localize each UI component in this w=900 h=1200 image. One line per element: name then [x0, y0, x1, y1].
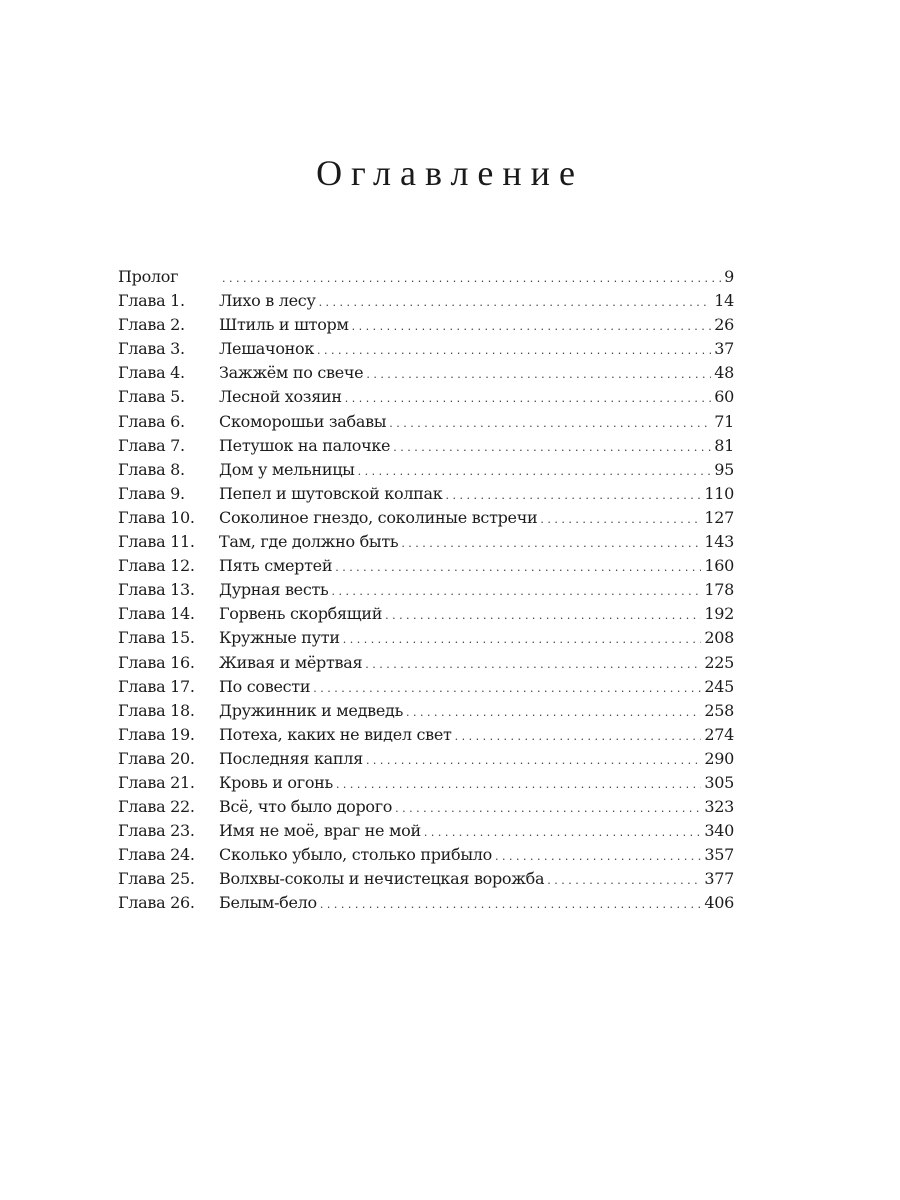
chapter-label: Глава 2.: [118, 315, 185, 335]
toc-entry[interactable]: [118, 747, 734, 771]
chapter-label: Глава 18.: [118, 700, 195, 720]
chapter-title: Белым-бело: [219, 893, 317, 913]
toc-entry[interactable]: [118, 699, 734, 723]
dot-leader: [335, 556, 701, 580]
toc-entry[interactable]: [118, 771, 734, 795]
toc-entry[interactable]: [118, 554, 734, 578]
page-number: 160: [704, 556, 734, 576]
page-number: 48: [714, 363, 734, 383]
page-number: 305: [704, 772, 734, 792]
chapter-label: Глава 1.: [118, 291, 185, 311]
page-number: 406: [704, 893, 734, 913]
toc-entry[interactable]: [118, 313, 734, 337]
dot-leader: [336, 773, 701, 797]
chapter-title: Кружные пути: [219, 628, 340, 648]
dot-leader: [222, 267, 721, 291]
chapter-title: Сколько убыло, столько прибыло: [219, 845, 492, 865]
chapter-label: Глава 16.: [118, 652, 195, 672]
chapter-label: Глава 10.: [118, 507, 195, 527]
chapter-title: Кровь и огонь: [219, 772, 333, 792]
dot-leader: [313, 677, 701, 701]
dot-leader: [389, 412, 711, 436]
page-number: 192: [704, 604, 734, 624]
dot-leader: [317, 339, 711, 363]
chapter-title: Пепел и шутовской колпак: [219, 483, 443, 503]
dot-leader: [366, 749, 701, 773]
page-number: 95: [714, 459, 734, 479]
chapter-title: Всё, что было дорого: [219, 797, 393, 817]
page-number: 9: [724, 267, 734, 286]
page-number: 81: [714, 435, 734, 455]
toc-entry[interactable]: [118, 723, 734, 747]
page-number: 178: [704, 580, 734, 600]
dot-leader: [319, 291, 712, 315]
chapter-title: Штиль и шторм: [219, 315, 349, 335]
page-number: 245: [704, 676, 734, 696]
toc-entry[interactable]: [118, 626, 734, 650]
toc-entry[interactable]: [118, 602, 734, 626]
chapter-label: Глава 15.: [118, 628, 195, 648]
chapter-label: Глава 24.: [118, 845, 195, 865]
dot-leader: [343, 628, 702, 652]
dot-leader: [352, 315, 712, 339]
dot-leader: [401, 532, 701, 556]
chapter-title: Дом у мельницы: [219, 459, 355, 479]
page-number: 323: [704, 797, 734, 817]
dot-leader: [406, 701, 701, 725]
page-number: 377: [704, 869, 734, 889]
chapter-title: По совести: [219, 676, 311, 696]
chapter-label: Глава 20.: [118, 748, 195, 768]
toc-entry[interactable]: [118, 506, 734, 530]
chapter-title: Лешачонок: [219, 339, 315, 359]
page-number: 14: [714, 291, 734, 311]
dot-leader: [358, 460, 712, 484]
chapter-title: Там, где должно быть: [219, 532, 399, 552]
chapter-title: Горвень скорбящий: [219, 604, 383, 624]
chapter-title: Лихо в лесу: [219, 291, 316, 311]
chapter-label: Глава 21.: [118, 772, 195, 792]
chapter-label: Глава 3.: [118, 339, 185, 359]
dot-leader: [495, 845, 701, 869]
dot-leader: [445, 484, 701, 508]
dot-leader: [424, 821, 702, 845]
toc-entry[interactable]: [118, 337, 734, 361]
toc-entry[interactable]: [118, 265, 734, 289]
dot-leader: [366, 363, 711, 387]
page-number: 71: [714, 411, 734, 431]
chapter-label: Глава 4.: [118, 363, 185, 383]
page-number: 357: [704, 845, 734, 865]
chapter-label: Глава 9.: [118, 483, 185, 503]
toc-entry[interactable]: [118, 675, 734, 699]
chapter-label: Глава 8.: [118, 459, 185, 479]
toc-entry[interactable]: [118, 482, 734, 506]
toc-entry[interactable]: [118, 458, 734, 482]
chapter-title: Пять смертей: [219, 556, 333, 576]
dot-leader: [365, 653, 701, 677]
toc-entry[interactable]: [118, 819, 734, 843]
chapter-label: Пролог: [118, 267, 179, 286]
chapter-label: Глава 13.: [118, 580, 195, 600]
page-number: 290: [704, 748, 734, 768]
chapter-title: Зажжём по свече: [219, 363, 364, 383]
chapter-title: Последняя капля: [219, 748, 363, 768]
chapter-title: Петушок на палочке: [219, 435, 391, 455]
toc-entry[interactable]: [118, 289, 734, 313]
toc-entry[interactable]: [118, 434, 734, 458]
toc-entry[interactable]: [118, 843, 734, 867]
chapter-label: Глава 5.: [118, 387, 185, 407]
toc-entry[interactable]: [118, 867, 734, 891]
chapter-title: Скоморошьи забавы: [219, 411, 387, 431]
page-number: 37: [714, 339, 734, 359]
chapter-label: Глава 23.: [118, 821, 195, 841]
dot-leader: [320, 893, 701, 917]
toc-entry[interactable]: [118, 795, 734, 819]
chapter-label: Глава 11.: [118, 532, 195, 552]
toc-entry[interactable]: [118, 410, 734, 434]
chapter-label: Глава 19.: [118, 724, 195, 744]
chapter-title: Волхвы-соколы и нечистецкая ворожба: [219, 869, 545, 889]
toc-entry[interactable]: [118, 891, 734, 915]
page-number: 258: [704, 700, 734, 720]
chapter-title: Лесной хозяин: [219, 387, 342, 407]
chapter-label: Глава 17.: [118, 676, 195, 696]
chapter-title: Дурная весть: [219, 580, 329, 600]
chapter-title: Соколиное гнездо, соколиные встречи: [219, 507, 538, 527]
dot-leader: [540, 508, 701, 532]
chapter-label: Глава 7.: [118, 435, 185, 455]
dot-leader: [455, 725, 702, 749]
toc-entry[interactable]: [118, 530, 734, 554]
dot-leader: [331, 580, 701, 604]
chapter-title: Дружинник и медведь: [219, 700, 403, 720]
dot-leader: [393, 436, 711, 460]
chapter-label: Глава 6.: [118, 411, 185, 431]
chapter-label: Глава 25.: [118, 869, 195, 889]
page-number: 26: [714, 315, 734, 335]
dot-leader: [395, 797, 701, 821]
toc-entry[interactable]: [118, 651, 734, 675]
page-number: 143: [704, 532, 734, 552]
dot-leader: [547, 869, 701, 893]
chapter-title: Потеха, каких не видел свет: [219, 724, 452, 744]
chapter-title: Живая и мёртвая: [219, 652, 363, 672]
page-title: Оглавление: [316, 153, 584, 193]
page-number: 225: [704, 652, 734, 672]
page-number: 127: [704, 507, 734, 527]
chapter-label: Глава 12.: [118, 556, 195, 576]
page-number: 340: [704, 821, 734, 841]
page-number: 274: [704, 724, 734, 744]
dot-leader: [345, 387, 712, 411]
toc-entry[interactable]: [118, 385, 734, 409]
page-number: 208: [704, 628, 734, 648]
chapter-label: Глава 14.: [118, 604, 195, 624]
dot-leader: [385, 604, 701, 628]
toc-entry[interactable]: [118, 361, 734, 385]
chapter-label: Глава 26.: [118, 893, 195, 913]
chapter-title: Имя не моё, враг не мой: [219, 821, 421, 841]
toc-entry[interactable]: [118, 578, 734, 602]
page-number: 110: [704, 483, 734, 503]
page-number: 60: [714, 387, 734, 407]
chapter-label: Глава 22.: [118, 797, 195, 817]
table-of-contents: [118, 265, 734, 916]
